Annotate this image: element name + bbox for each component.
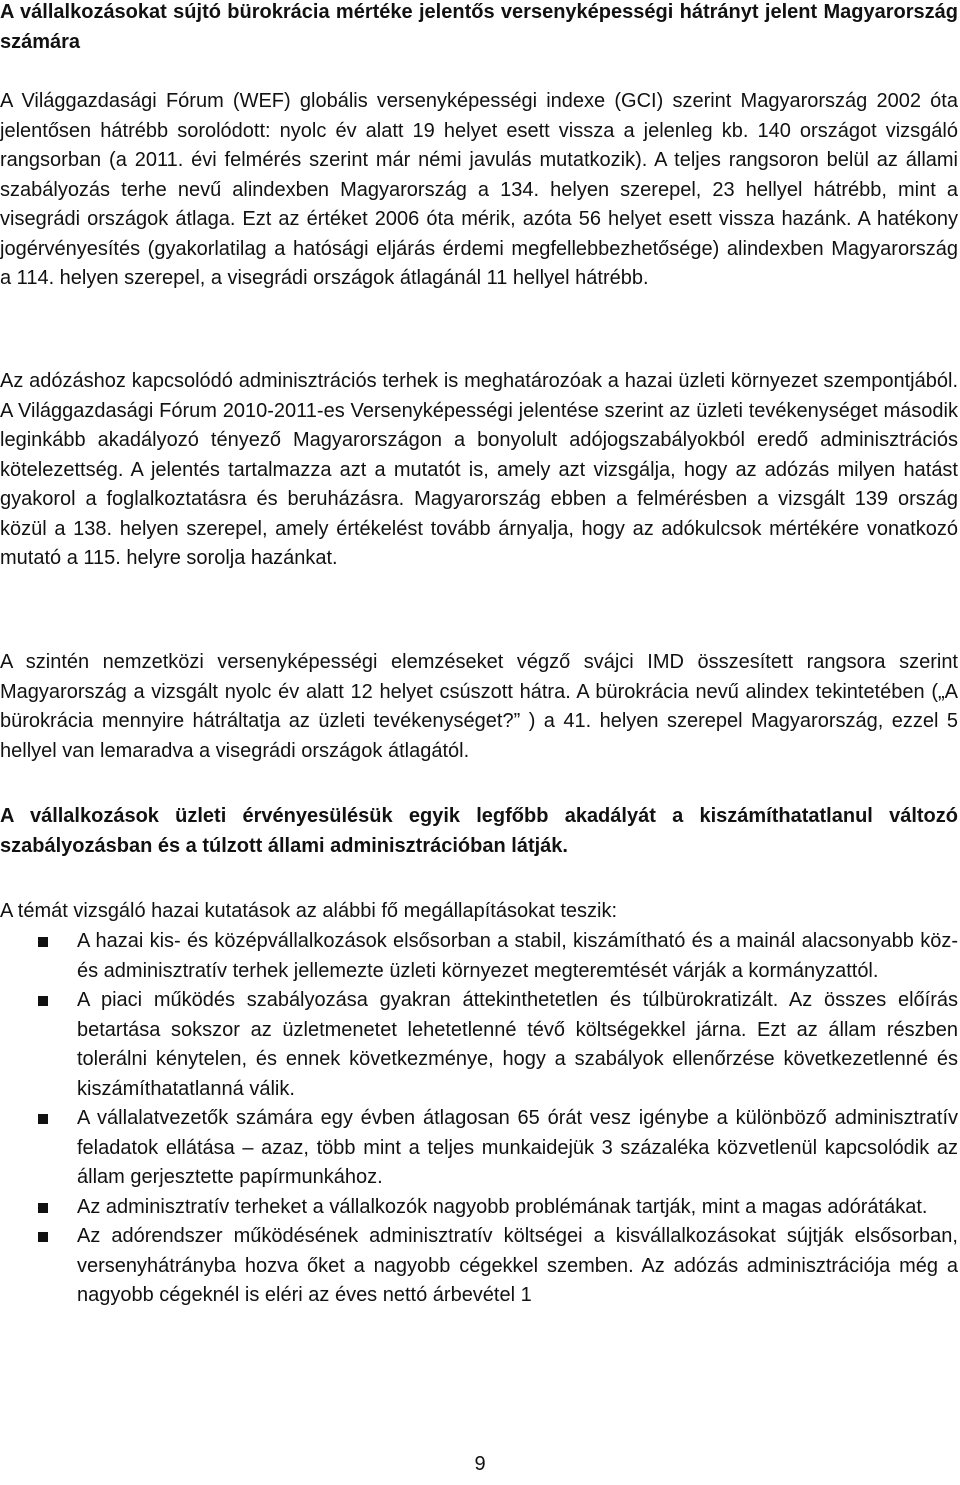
findings-list xyxy=(0,927,958,1311)
finding-text: A piaci működés szabályozása gyakran áttekinthetetlen és túlbürokratizált. Az összes előírás betartása sokszor az üzletmenetet lehetetlenné tévő költségekkel járna. Ezt az állam részben tolerálni kénytelen, és ennek következménye, hogy a szabályok ellenőrzése következetlenné és kiszámíthatatlanná válik. xyxy=(77,989,958,1100)
finding-item xyxy=(0,1193,958,1223)
paragraph-wef: A Világgazdasági Fórum (WEF) globális versenyképességi indexe (GCI) szerint Magyarország 2002 óta jelentősen hátrébb sorolódott: nyolc év alatt 19 helyet esett vissza a jelenleg kb. 140 országot vizsgáló rangsorban (a 2011. évi felmérés szerint már némi javulás mutatkozik). A teljes rangsoron belül az állami szabályozás terhe nevű alindexben Magyarország a 134. helyen szerepel, 23 hellyel hátrébb, mint a visegrádi országok átlaga. Ezt az értéket 2006 óta mérik, azóta 56 helyet esett vissza hazánk. A hatékony jogérvényesítés (gyakorlatilag a hatósági eljárás érdemi megfellebbezhetősége) alindexben Magyarország a 114. helyen szerepel, a visegrádi országok átlagánál 11 hellyel hátrébb. xyxy=(0,90,958,289)
square-bullet-icon xyxy=(38,1232,48,1242)
finding-text: A hazai kis- és középvállalkozások elsősorban a stabil, kiszámítható és a mainál alacsonyabb köz- és adminisztratív terhek jellemezte üzleti környezet megteremtését várják a kormányzattól. xyxy=(77,930,958,982)
bullet-intro: A témát vizsgáló hazai kutatások az alábbi fő megállapításokat teszik: xyxy=(0,900,618,922)
finding-item xyxy=(0,1104,958,1193)
page-number: 9 xyxy=(474,1453,486,1475)
emphasis-heading: A vállalkozások üzleti érvényesülésük egyik legfőbb akadályát a kiszámíthatatlanul változó szabályozásban és a túlzott állami adminisztrációban látják. xyxy=(0,805,958,857)
finding-text: A vállalatvezetők számára egy évben átlagosan 65 órát vesz igénybe a különböző adminisztratív feladatok ellátása – azaz, több mint a teljes munkaidejük 3 százaléka közvetlenül kapcsolódik az állam gerjesztette papírmunkához. xyxy=(77,1107,958,1188)
finding-text: Az adórendszer működésének adminisztratív költségei a kisvállalkozásokat sújtják elsősorban, versenyhátrányba hozva őket a nagyobb cégekkel szemben. Az adózás adminisztrációja még a nagyobb cégeknél is eléri az éves nettó árbevétel 1 xyxy=(77,1225,958,1306)
section-heading: A vállalkozásokat sújtó bürokrácia mértéke jelentős versenyképességi hátrányt jelent Magyarország számára xyxy=(0,1,958,53)
square-bullet-icon xyxy=(38,996,48,1006)
square-bullet-icon xyxy=(38,1203,48,1213)
finding-item xyxy=(0,986,958,1104)
square-bullet-icon xyxy=(38,1114,48,1124)
finding-item xyxy=(0,927,958,986)
square-bullet-icon xyxy=(38,937,48,947)
paragraph-imd: A szintén nemzetközi versenyképességi elemzéseket végző svájci IMD összesített rangsora szerint Magyarország a vizsgált nyolc év alatt 12 helyet csúszott hátra. A bürokrácia nevű alindex tekintetében („A bürokrácia mennyire hátráltatja az üzleti tevékenységet?” ) a 41. helyen szerepel Magyarország, ezzel 5 hellyel van lemaradva a visegrádi országok átlagától. xyxy=(0,651,958,762)
finding-item xyxy=(0,1222,958,1311)
paragraph-tax-administration: Az adózáshoz kapcsolódó adminisztrációs terhek is meghatározóak a hazai üzleti környezet szempontjából. A Világgazdasági Fórum 2010-2011-es Versenyképességi jelentése szerint az üzleti tevékenységet második leginkább akadályozó tényező Magyarországon a bonyolult adójogszabályokból eredő adminisztrációs kötelezettség. A jelentés tartalmazza azt a mutatót is, amely azt vizsgálja, hogy az adózás milyen hatást gyakorol a foglalkoztatásra és beruházásra. Magyarország ebben a felmérésben a vizsgált 139 ország közül a 138. helyen szerepel, amely értékelést tovább árnyalja, hogy az adókulcsok mértékére vonatkozó mutató a 115. helyre sorolja hazánkat. xyxy=(0,370,958,569)
finding-text: Az adminisztratív terheket a vállalkozók nagyobb problémának tartják, mint a magas adórátákat. xyxy=(77,1195,928,1218)
